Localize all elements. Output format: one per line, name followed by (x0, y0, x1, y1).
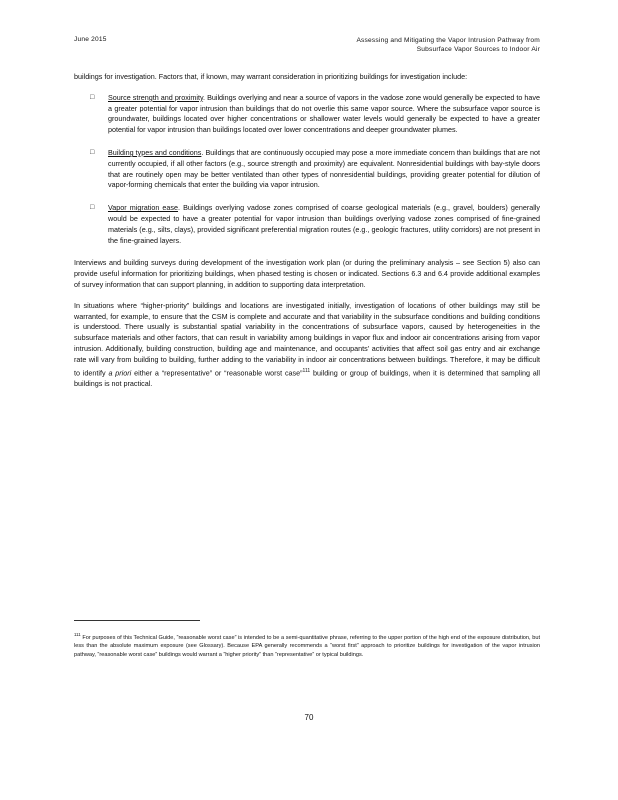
footnote-reference[interactable]: 111 (302, 367, 311, 374)
bullet-text: . Buildings that are continuously occupied may pose a more immediate concern than buildings that are not currently occupied, if all other factors (e.g., source strength and proximity) are equivalent. Nonresidential buildings with bay-style doors that are routinely open may be better ventilated than other types of nonresidential buildings, providing greater potential for dilution of vapor-forming chemicals that enter the building via vapor intrusion. (108, 147, 540, 190)
footnote-text: For purposes of this Technical Guide, “reasonable worst case” is intended to be a semi-quantitative phrase, referring to the upper portion of the high end of the exposure distribution, but less than the absolute maximum exposure (see Glossary). Because EPA generally recommends a “worst first” approach to prioritize buildings for investigation of the vapor intrusion pathway, “reasonable worst case” buildings would warrant a “higher priority” than “representative” or typical buildings. (74, 634, 540, 659)
bullet-text: . Buildings overlying vadose zones comprised of coarse geological materials (e.g., gravel, boulders) generally would be expected to have a greater potential for vapor intrusion than buildings overlying vadose zones comprised of fine-grained materials (e.g., silts, clays), provided significant preferential migration routes (e.g., geologic fractures, utility corridors) are not present in the fine-grained layers. (108, 203, 540, 245)
intro-paragraph: buildings for investigation. Factors that, if known, may warrant consideration in prioritizing buildings for investigation include: (74, 72, 468, 81)
checkbox-bullet-icon: □ (90, 93, 95, 101)
situations-paragraph (74, 301, 540, 390)
italic-phrase: a priori (108, 367, 132, 377)
checkbox-bullet-icon: □ (90, 148, 95, 156)
list-item (74, 148, 540, 191)
list-item (74, 203, 540, 246)
checkbox-bullet-icon: □ (90, 204, 95, 212)
running-header (260, 36, 540, 54)
interviews-paragraph: Interviews and building surveys during development of the investigation work plan (or during the preliminary analysis – see Section 5) also can provide useful information for prioritizing buildings, when phased testing is chosen or indicated. Sections 6.3 and 6.4 provide additional examples of survey information that can support planning, in addition to supporting data interpretation. (74, 258, 540, 289)
bullet-title: Vapor migration ease (108, 203, 179, 213)
paragraph-text-part: building or group of buildings, when it is determined that sampling all buildings is not practical. (74, 367, 540, 388)
header-date: June 2015 (74, 36, 107, 43)
body-text (74, 72, 540, 400)
factor-list (74, 93, 540, 247)
page-number: 70 (304, 713, 314, 722)
header-title-line1: Assessing and Mitigating the Vapor Intrusion Pathway from (356, 37, 540, 44)
paragraph-text-part: either a “representative” or “reasonable worst case” (134, 367, 303, 377)
bullet-text: . Buildings overlying and near a source of vapors in the vadose zone would generally be expected to have a greater potential for vapor intrusion than buildings that do not overlie this same vapor source. Where the subsurface vapor source is groundwater, buildings located over higher concentrations or shallower water levels would generally be expected to have a greater potential for vapor intrusion than buildings located over lower concentrations and deeper groundwater plumes. (108, 92, 540, 135)
footnote-divider (74, 620, 200, 621)
paragraph-text-part: In situations where “higher-priority” buildings and locations are investigated initially, investigation of locations of other buildings may still be warranted, for example, to ensure that the CSM is complete and accurate and that variability in the subsurface conditions and building conditions is understood. There usually is substantial spatial variability in the concentrations of subsurface vapors, caused by heterogeneities in the subsurface materials and other factors, that can result in variability among buildings in vapor flux and indoor air concentrations arising from vapor intrusion. Additionally, building construction, building age and maintenance, and occupants’ activities that affect soil gas entry and air exchange rate will vary from building to building, further adding to the variability in indoor air concentrations between buildings. Therefore, it may be difficult to identify (74, 300, 540, 377)
bullet-title: Building types and conditions (108, 147, 202, 157)
footnote-number: 111 (74, 632, 81, 637)
footnote (74, 631, 540, 660)
bullet-title: Source strength and proximity (108, 92, 204, 102)
list-item (74, 93, 540, 136)
header-title-line2: Subsurface Vapor Sources to Indoor Air (416, 46, 540, 53)
